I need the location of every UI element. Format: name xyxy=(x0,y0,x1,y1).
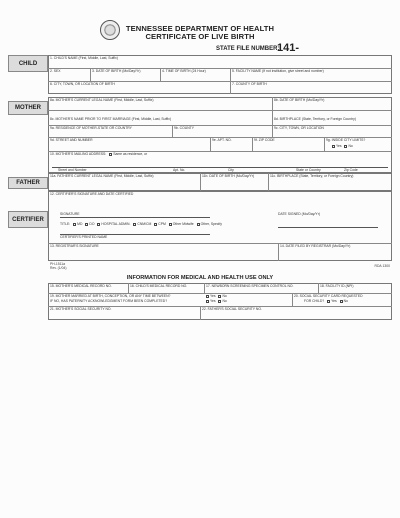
mother-zip-field[interactable]: 9f. ZIP CODE xyxy=(254,138,275,142)
certifier-title-row: TITLE: MD DO HOSPITAL ADMIN. CNM/CM CPM Other Midwife Other, Specify xyxy=(60,222,222,226)
father-birthplace-field[interactable]: 11c. BIRTHPLACE (State, Territory, or Foreign Country) xyxy=(270,174,354,178)
paternity-question: IF NO, HAS PATERNITY ACKNOWLEDGMENT FORM BEEN COMPLETED? xyxy=(50,299,168,303)
title-other-midwife-checkbox[interactable] xyxy=(169,223,172,226)
date-signed-label: DATE SIGNED (Mo/Day/Yr) xyxy=(278,212,320,216)
child-section xyxy=(48,55,392,94)
title-other-specify-checkbox[interactable] xyxy=(197,223,200,226)
mother-maiden-name-field[interactable]: 8c. MOTHER'S NAME PRIOR TO FIRST MARRIAGE (First, Middle, Last, Suffix) xyxy=(50,117,171,121)
title-cnm-checkbox[interactable] xyxy=(133,223,136,226)
form-revision: Rev. (1/04) xyxy=(50,266,67,270)
mother-city-field[interactable]: 9c. CITY, TOWN, OR LOCATION xyxy=(274,126,324,130)
addr-apt-caption: Apt. No. xyxy=(173,168,186,172)
mother-apt-field[interactable]: 9e. APT. NO. xyxy=(212,138,232,142)
title-md-checkbox[interactable] xyxy=(73,223,76,226)
mother-birthplace-field[interactable]: 8d. BIRTHPLACE (State, Territory, or Foreign Country) xyxy=(274,117,356,121)
mother-medical-record-field[interactable]: 15. MOTHER'S MEDICAL RECORD NO. xyxy=(50,284,112,288)
same-as-residence-checkbox[interactable] xyxy=(109,153,112,156)
married-yes-checkbox[interactable] xyxy=(206,295,209,298)
section-label-child: CHILD xyxy=(8,55,48,72)
mother-section xyxy=(48,97,392,173)
date-of-birth-field[interactable]: 3. DATE OF BIRTH (Mo/Day/Yr) xyxy=(92,69,141,73)
county-of-birth-field[interactable]: 7. COUNTY OF BIRTH xyxy=(232,82,267,86)
facility-id-field[interactable]: 18. FACILITY ID.(NPI) xyxy=(320,284,354,288)
title-hospital-admin-checkbox[interactable] xyxy=(97,223,100,226)
child-name-field[interactable]: 1. CHILD'S NAME (First, Middle, Last, Suffix) xyxy=(50,56,118,60)
mother-legal-name-field[interactable]: 8a. MOTHER'S CURRENT LEGAL NAME (First, Middle, Last, Suffix) xyxy=(50,98,154,102)
title-do-checkbox[interactable] xyxy=(85,223,88,226)
state-file-number[interactable]: 141- xyxy=(277,42,300,54)
addr-street-caption: Street and Number xyxy=(58,168,87,172)
inside-city-limits-options: Yes No xyxy=(330,144,353,148)
newborn-screening-field[interactable]: 17. NEWBORN SCREENING SPECIMEN CONTROL NO. xyxy=(206,284,294,288)
ssn-card-no-checkbox[interactable] xyxy=(340,300,343,303)
section-label-mother: MOTHER xyxy=(8,101,48,115)
rda-number: RDA 1300 xyxy=(374,264,390,268)
mother-street-field[interactable]: 9d. STREET AND NUMBER xyxy=(50,138,93,142)
sex-field[interactable]: 2. SEX xyxy=(50,69,61,73)
addr-zip-caption: Zip Code xyxy=(344,168,358,172)
registrar-signature-field[interactable]: 13. REGISTRAR'S SIGNATURE xyxy=(50,244,99,248)
ssn-card-yes-checkbox[interactable] xyxy=(327,300,330,303)
section-label-father: FATHER xyxy=(8,177,48,189)
city-of-birth-field[interactable]: 6. CITY, TOWN, OR LOCATION OF BIRTH xyxy=(50,82,115,86)
date-filed-field[interactable]: 14. DATE FILED BY REGISTRAR (Mo/Day/Yr) xyxy=(280,244,351,248)
mother-ssn-field[interactable]: 21. MOTHER'S SOCIAL SECURITY NO. xyxy=(50,307,112,311)
mailing-address-label: 10. MOTHER'S MAILING ADDRESS: Same as residence, or xyxy=(50,152,148,156)
form-number: PH-1511a xyxy=(50,262,66,266)
child-medical-record-field[interactable]: 16. CHILD'S MEDICAL RECORD NO. xyxy=(130,284,188,288)
medical-info-title: INFORMATION FOR MEDICAL AND HEALTH USE ONLY xyxy=(126,275,274,281)
certifier-signature-header: 12. CERTIFIER'S SIGNATURE AND DATE CERTIFIED xyxy=(50,192,134,196)
ssn-card-question: 20. SOCIAL SECURITY CARD REQUESTED xyxy=(294,294,363,298)
ssn-card-options: FOR CHILD? Yes No xyxy=(304,299,348,303)
father-dob-field[interactable]: 11b. DATE OF BIRTH (Mo/Day/Yr) xyxy=(202,174,254,178)
department-title: TENNESSEE DEPARTMENT OF HEALTH xyxy=(125,24,275,33)
time-of-birth-field[interactable]: 4. TIME OF BIRTH (24 Hour) xyxy=(162,69,206,73)
mother-residence-state-field[interactable]: 9a. RESIDENCE OF MOTHER-STATE OR COUNTRY xyxy=(50,126,132,130)
married-options: Yes No xyxy=(204,294,227,298)
state-file-label: STATE FILE NUMBER: xyxy=(216,46,280,52)
addr-state-caption: State or Country xyxy=(296,168,321,172)
city-limits-yes-checkbox[interactable] xyxy=(332,145,335,148)
date-signed-line[interactable] xyxy=(278,227,378,228)
certifier-signature-line[interactable] xyxy=(60,217,210,218)
facility-name-field[interactable]: 5. FACILITY NAME (If not institution, give street and number) xyxy=(232,69,324,73)
father-legal-name-field[interactable]: 11a. FATHER'S CURRENT LEGAL NAME (First, Middle, Last, Suffix) xyxy=(50,174,154,178)
father-ssn-field[interactable]: 22. FATHER'S SOCIAL SECURITY NO. xyxy=(202,307,262,311)
mother-county-field[interactable]: 9b. COUNTY xyxy=(174,126,194,130)
title-cpm-checkbox[interactable] xyxy=(154,223,157,226)
signature-label: SIGNATURE xyxy=(60,212,80,216)
certificate-title: CERTIFICATE OF LIVE BIRTH xyxy=(145,32,255,41)
paternity-yes-checkbox[interactable] xyxy=(206,300,209,303)
section-label-certifier: CERTIFIER xyxy=(8,211,48,228)
certifier-section xyxy=(48,191,392,261)
mother-married-question: 19. MOTHER MARRIED AT BIRTH, CONCEPTION, OR ANY TIME BETWEEN? xyxy=(50,294,171,298)
inside-city-limits-label: 9g. INSIDE CITY LIMITS? xyxy=(326,138,366,142)
paternity-options: Yes No xyxy=(204,299,227,303)
addr-city-caption: City xyxy=(228,168,234,172)
printed-name-label: CERTIFIER'S PRINTED NAME xyxy=(60,235,108,239)
mother-dob-field[interactable]: 8b. DATE OF BIRTH (Mo/Day/Yr) xyxy=(274,98,325,102)
